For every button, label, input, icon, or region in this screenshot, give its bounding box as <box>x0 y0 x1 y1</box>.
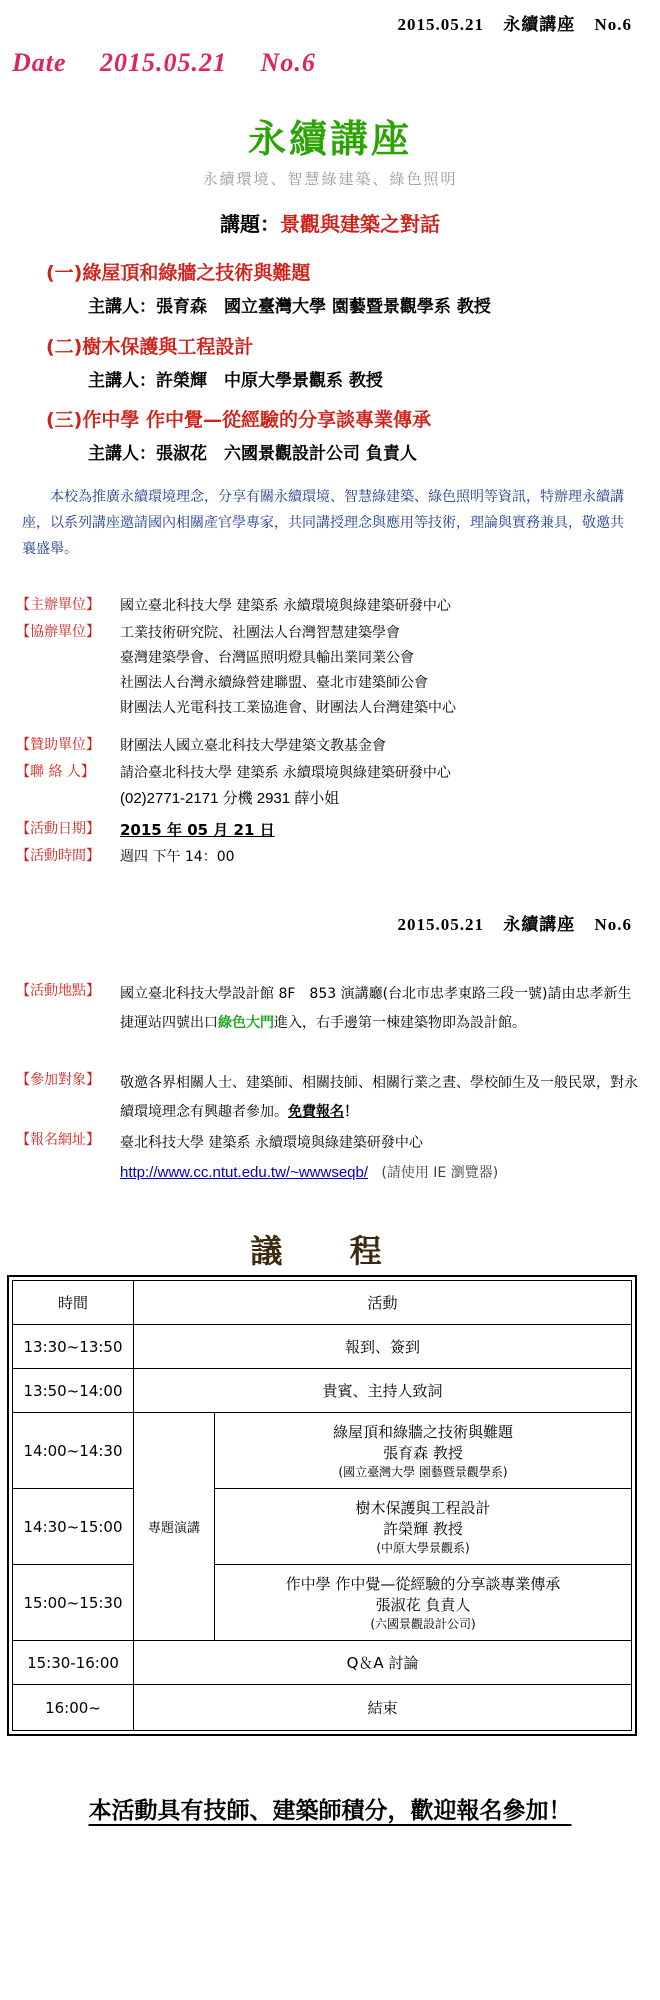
row-time: 13:50~14:00 <box>13 1369 134 1413</box>
event-date-label: 【活動日期】 <box>16 821 100 837</box>
row-time: 16:00~ <box>13 1685 134 1731</box>
co-organizer-line: 財團法人光電科技工業協進會、財團法人台灣建築中心 <box>120 700 456 716</box>
row-activity: 報到、簽到 <box>134 1325 632 1369</box>
col-activity-header: 活動 <box>134 1281 632 1325</box>
audience-end: ！ <box>344 1104 358 1120</box>
header-series: 永續講座 <box>503 15 576 34</box>
venue-value <box>120 980 640 1038</box>
talk-topic: 綠屋頂和綠牆之技術與難題 <box>332 1423 513 1441</box>
event-time-row <box>16 845 646 865</box>
venue-directions: 進入，右手邊第一棟建築物即為設計館。 <box>274 1015 526 1031</box>
topic-value: 景觀與建築之對話 <box>280 212 440 236</box>
agenda-table <box>12 1280 632 1731</box>
free-registration: 免費報名 <box>288 1104 344 1120</box>
venue-gate: 綠色大門 <box>218 1015 274 1031</box>
organizer-value: 國立臺北科技大學 建築系 永續環境與綠建築研發中心 <box>120 598 451 614</box>
contact-phone: (02)2771-2171 分機 2931 薛小姐 <box>120 790 340 807</box>
intro-paragraph: 本校為推廣永續環境理念，分享有關永續環境、智慧綠建築、綠色照明等資訊，特辦理永續講座，以系列講座邀請國內相關產官學專家，共同講授理念與應用等技術，理論與實務兼具，敬邀共襄盛舉。 <box>22 489 624 557</box>
co-organizer-line: 社團法人台灣永續綠營建聯盟、臺北市建築師公會 <box>120 675 428 691</box>
co-organizer-values <box>120 621 640 721</box>
footer-notice <box>0 1792 660 1825</box>
organizer-row <box>16 594 646 614</box>
topic-label: 講題： <box>220 212 280 236</box>
table-row <box>13 1565 632 1641</box>
col-time-header: 時間 <box>13 1281 134 1325</box>
co-organizer-row <box>16 621 646 716</box>
venue-address: 國立臺北科技大學設計館 8F 853 演講廳(台北市忠孝東路三段一號)請由忠孝新生捷運站四號出口 <box>120 986 632 1031</box>
contact-row <box>16 761 646 807</box>
talk-org: (中原大學景觀系) <box>376 1541 470 1555</box>
table-row <box>13 1369 632 1413</box>
row-time: 15:00~15:30 <box>13 1565 134 1641</box>
audience-label: 【參加對象】 <box>16 1072 100 1088</box>
row-activity <box>215 1413 632 1489</box>
row-time: 14:30~15:00 <box>13 1489 134 1565</box>
audience-text: 敬邀各界相關人士、建築師、相關技師、相關行業之晝、學校師生及一般民眾，對永續環境理念有興趣者參加。 <box>120 1075 638 1120</box>
date-value: 2015.05.21 <box>100 48 228 77</box>
audience-value <box>120 1069 640 1127</box>
co-organizer-line: 工業技術研究院、社團法人台灣智慧建築學會 <box>120 625 400 641</box>
table-row <box>13 1685 632 1731</box>
register-label: 【報名網址】 <box>16 1132 100 1148</box>
talk-speaker: 許榮輝 教授 <box>383 1520 463 1538</box>
sponsor-value: 財團法人國立臺北科技大學建築文教基金會 <box>120 738 386 754</box>
page-title: 永續講座 <box>247 117 412 161</box>
header-number: No.6 <box>594 915 632 934</box>
talk-topic: 作中學 作中覺—從經驗的分享談專業傳承 <box>285 1575 561 1593</box>
session-1-heading: (一)綠屋頂和綠牆之技術與難題 <box>46 262 311 284</box>
sponsor-row <box>16 734 646 754</box>
co-organizer-line: 臺灣建築學會、台灣區照明燈具輸出業同業公會 <box>120 650 414 666</box>
page-header-2 <box>383 910 632 935</box>
table-header-row <box>13 1281 632 1325</box>
date-number: No.6 <box>260 48 316 77</box>
register-org: 臺北科技大學 建築系 永續環境與綠建築研發中心 <box>120 1135 423 1151</box>
agenda-heading: 議 程 <box>250 1232 410 1270</box>
event-time-value: 週四 下午 14：00 <box>120 849 235 865</box>
register-row <box>16 1129 646 1181</box>
lecture-topic <box>0 208 660 237</box>
register-values <box>120 1129 640 1188</box>
header-date: 2015.05.21 <box>397 15 484 34</box>
date-line <box>12 48 342 78</box>
row-activity: 結束 <box>134 1685 632 1731</box>
row-activity <box>215 1489 632 1565</box>
row-activity <box>215 1565 632 1641</box>
subtitle: 永續環境、智慧綠建築、綠色照明 <box>202 170 458 188</box>
session-2-speaker: 主講人：許榮輝 中原大學景觀系 教授 <box>88 371 383 391</box>
row-activity: 貴賓、主持人致詞 <box>134 1369 632 1413</box>
contact-line: 請洽臺北科技大學 建築系 永續環境與綠建築研發中心 <box>120 765 451 781</box>
contact-values <box>120 761 640 811</box>
register-link[interactable]: http://www.cc.ntut.edu.tw/~wwwseqb/ <box>120 1164 369 1181</box>
organizer-label: 【主辦單位】 <box>16 597 100 613</box>
header-number: No.6 <box>594 15 632 34</box>
sponsor-label: 【贊助單位】 <box>16 737 100 753</box>
page-header <box>383 10 632 35</box>
venue-label: 【活動地點】 <box>16 983 100 999</box>
table-row <box>13 1489 632 1565</box>
venue-row <box>16 980 646 1031</box>
audience-row <box>16 1069 646 1120</box>
contact-label: 【聯 絡 人】 <box>16 764 95 780</box>
register-note: (請使用 IE 瀏覽器) <box>381 1165 499 1181</box>
header-date: 2015.05.21 <box>397 915 484 934</box>
keynote-group-label: 專題演講 <box>134 1413 215 1641</box>
date-label: Date <box>12 48 67 77</box>
table-row <box>13 1325 632 1369</box>
row-time: 14:00~14:30 <box>13 1413 134 1489</box>
footer-text: 本活動具有技師、建築師積分，歡迎報名參加！ <box>88 1798 572 1824</box>
row-activity: Q＆A 討論 <box>134 1641 632 1685</box>
row-time: 13:30~13:50 <box>13 1325 134 1369</box>
table-row <box>13 1413 632 1489</box>
event-time-label: 【活動時間】 <box>16 848 100 864</box>
talk-org: (國立臺灣大學 園藝暨景觀學系) <box>338 1465 508 1479</box>
co-organizer-label: 【協辦單位】 <box>16 624 100 640</box>
talk-topic: 樹木保護與工程設計 <box>355 1499 491 1517</box>
talk-speaker: 張淑花 負責人 <box>375 1596 471 1614</box>
row-time: 15:30-16:00 <box>13 1641 134 1685</box>
talk-org: (六國景觀設計公司) <box>370 1617 476 1631</box>
session-3-heading: (三)作中學 作中覺—從經驗的分享談專業傳承 <box>46 409 431 431</box>
session-2-heading: (二)樹木保護與工程設計 <box>46 336 254 358</box>
event-date-value: 2015 年 05 月 21 日 <box>120 821 275 839</box>
header-series: 永續講座 <box>503 915 576 934</box>
table-row <box>13 1641 632 1685</box>
session-3-speaker: 主講人：張淑花 六國景觀設計公司 負責人 <box>88 444 417 464</box>
event-date-row <box>16 818 646 838</box>
session-1-speaker: 主講人：張育森 國立臺灣大學 園藝暨景觀學系 教授 <box>88 297 491 317</box>
talk-speaker: 張育森 教授 <box>383 1444 463 1462</box>
